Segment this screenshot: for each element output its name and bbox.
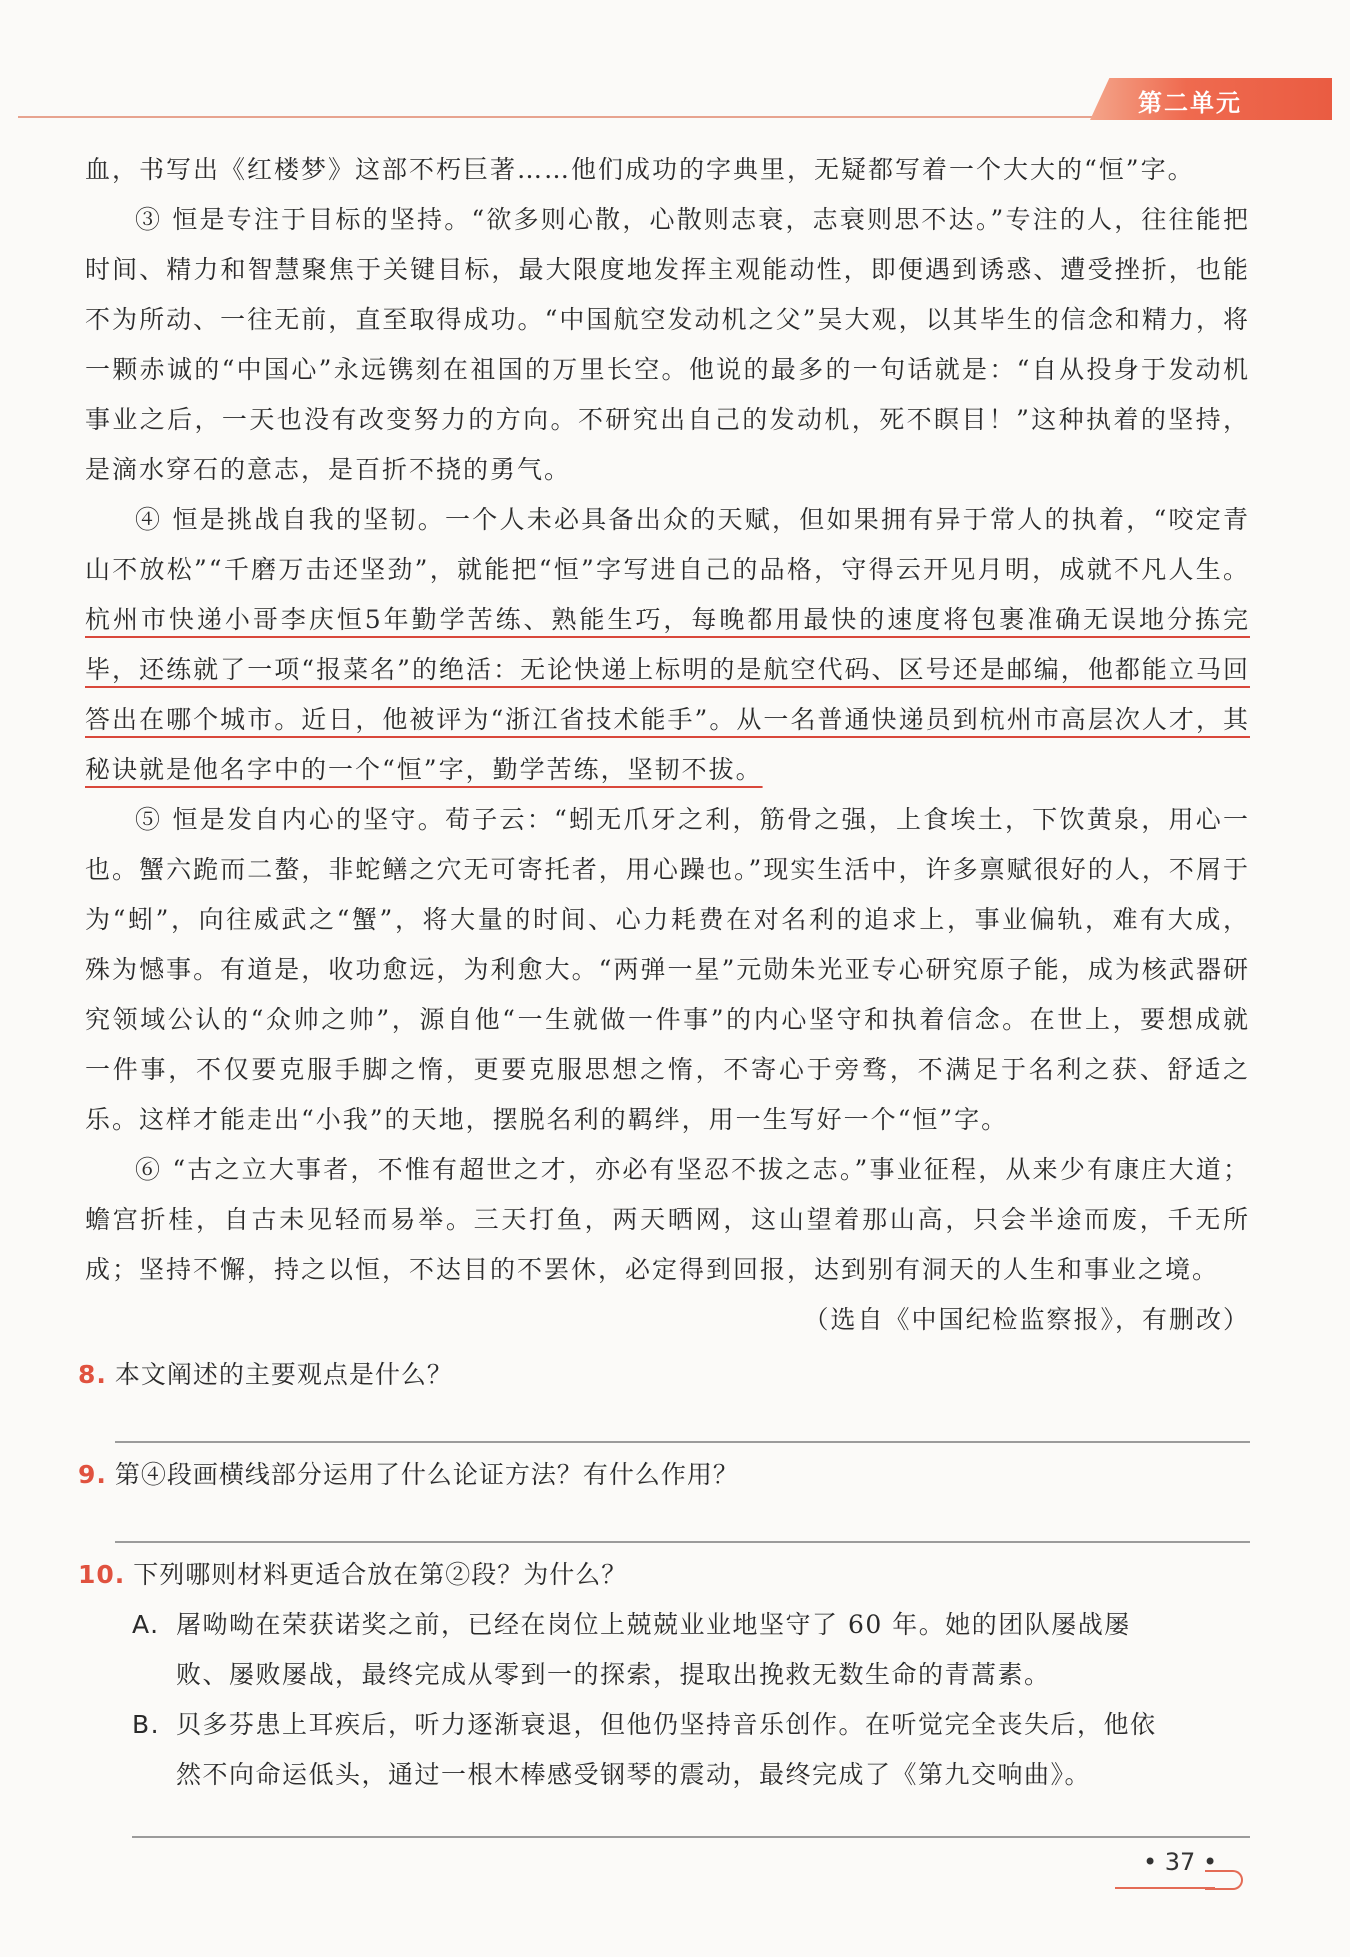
paragraph-4-intro: ④ 恒是挑战自我的坚韧。一个人未必具备出众的天赋，但如果拥有异于常人的执着，“咬定青山不放松”“千磨万击还坚劲”，就能把“恒”字写进自己的品格，守得云开见月明，成就不凡人生。	[85, 505, 1250, 584]
question-9	[78, 1455, 739, 1491]
page-corner-icon	[1205, 1870, 1243, 1890]
question-number: 9.	[78, 1460, 107, 1489]
question-number: 8.	[78, 1360, 107, 1389]
page-number: • 37 •	[1143, 1848, 1218, 1876]
header-rule	[18, 116, 1108, 118]
option-a	[132, 1600, 1252, 1700]
question-number: 10.	[78, 1560, 126, 1589]
option-line-2: 然不向命运低头，通过一根木棒感受钢琴的震动，最终完成了《第九交响曲》。	[176, 1760, 1092, 1789]
question-10	[78, 1555, 627, 1591]
paragraph-3: ③ 恒是专注于目标的坚持。“欲多则心散，心散则志衰，志衰则思不达。”专注的人，往往能把时间、精力和智慧聚焦于关键目标，最大限度地发挥主观能动性，即便遇到诱惑、遭受挫折，也能不为所动、一往无前，直至取得成功。“中国航空发动机之父”吴大观，以其毕生的信念和精力，将一颗赤诚的“中国心”永远镌刻在祖国的万里长空。他说的最多的一句话就是：“自从投身于发动机事业之后，一天也没有改变努力的方向。不研究出自己的发动机，死不瞑目！”这种执着的坚持，是滴水穿石的意志，是百折不挠的勇气。	[85, 205, 1250, 484]
option-line-1: 屠呦呦在荣获诺奖之前，已经在岗位上兢兢业业地坚守了 60 年。她的团队屡战屡	[176, 1610, 1131, 1639]
paragraph-4-underlined: 杭州市快递小哥李庆恒5年勤学苦练、熟能生巧，每晚都用最快的速度将包裹准确无误地分拣完毕，还练就了一项“报菜名”的绝活：无论快递上标明的是航空代码、区号还是邮编，他都能立马回答出在哪个城市。近日，他被评为“浙江省技术能手”。从一名普通快递员到杭州市高层次人才，其秘诀就是他名字中的一个“恒”字，勤学苦练，坚韧不拔。	[85, 605, 1250, 784]
question-text: 本文阐述的主要观点是什么？	[114, 1360, 453, 1389]
unit-label: 第二单元	[1138, 89, 1242, 117]
paragraph-6: ⑥ “古之立大事者，不惟有超世之才，亦必有坚忍不拔之志。”事业征程，从来少有康庄大道；蟾宫折桂，自古未见轻而易举。三天打鱼，两天晒网，这山望着那山高，只会半途而废，千无所成；坚持不懈，持之以恒，不达目的不罢休，必定得到回报，达到别有洞天的人生和事业之境。	[85, 1155, 1250, 1284]
article-body	[85, 145, 1250, 1345]
article-source: （选自《中国纪检监察报》，有删改）	[803, 1305, 1250, 1334]
question-text: 下列哪则材料更适合放在第②段？为什么？	[133, 1560, 628, 1589]
question-8	[78, 1355, 453, 1391]
page-number-rule	[1115, 1887, 1215, 1889]
option-line-2: 败、屡败屡战，最终完成从零到一的探索，提取出挽救无数生命的青蒿素。	[176, 1660, 1051, 1689]
option-line-1: 贝多芬患上耳疾后，听力逐渐衰退，但他仍坚持音乐创作。在听觉完全丧失后，他依	[176, 1710, 1157, 1739]
paragraph-4	[85, 495, 1250, 795]
option-b	[132, 1700, 1252, 1800]
answer-line-8[interactable]	[115, 1441, 1250, 1443]
option-letter: B.	[132, 1710, 161, 1739]
question-text: 第④段画横线部分运用了什么论证方法？有什么作用？	[114, 1460, 739, 1489]
option-letter: A.	[132, 1610, 160, 1639]
answer-line-10[interactable]	[132, 1836, 1250, 1838]
answer-line-9[interactable]	[115, 1541, 1250, 1543]
paragraph-continued: 血，书写出《红楼梦》这部不朽巨著……他们成功的字典里，无疑都写着一个大大的“恒”字。	[85, 155, 1195, 184]
paragraph-5: ⑤ 恒是发自内心的坚守。荀子云：“蚓无爪牙之利，筋骨之强，上食埃土，下饮黄泉，用心一也。蟹六跪而二螯，非蛇鳝之穴无可寄托者，用心躁也。”现实生活中，许多禀赋很好的人，不屑于为“蚓”，向往威武之“蟹”，将大量的时间、心力耗费在对名利的追求上，事业偏轨，难有大成，殊为憾事。有道是，收功愈远，为利愈大。“两弹一星”元勋朱光亚专心研究原子能，成为核武器研究领域公认的“众帅之帅”，源自他“一生就做一件事”的内心坚守和执着信念。在世上，要想成就一件事，不仅要克服手脚之惰，更要克服思想之惰，不寄心于旁骛，不满足于名利之获、舒适之乐。这样才能走出“小我”的天地，摆脱名利的羁绊，用一生写好一个“恒”字。	[85, 805, 1250, 1134]
